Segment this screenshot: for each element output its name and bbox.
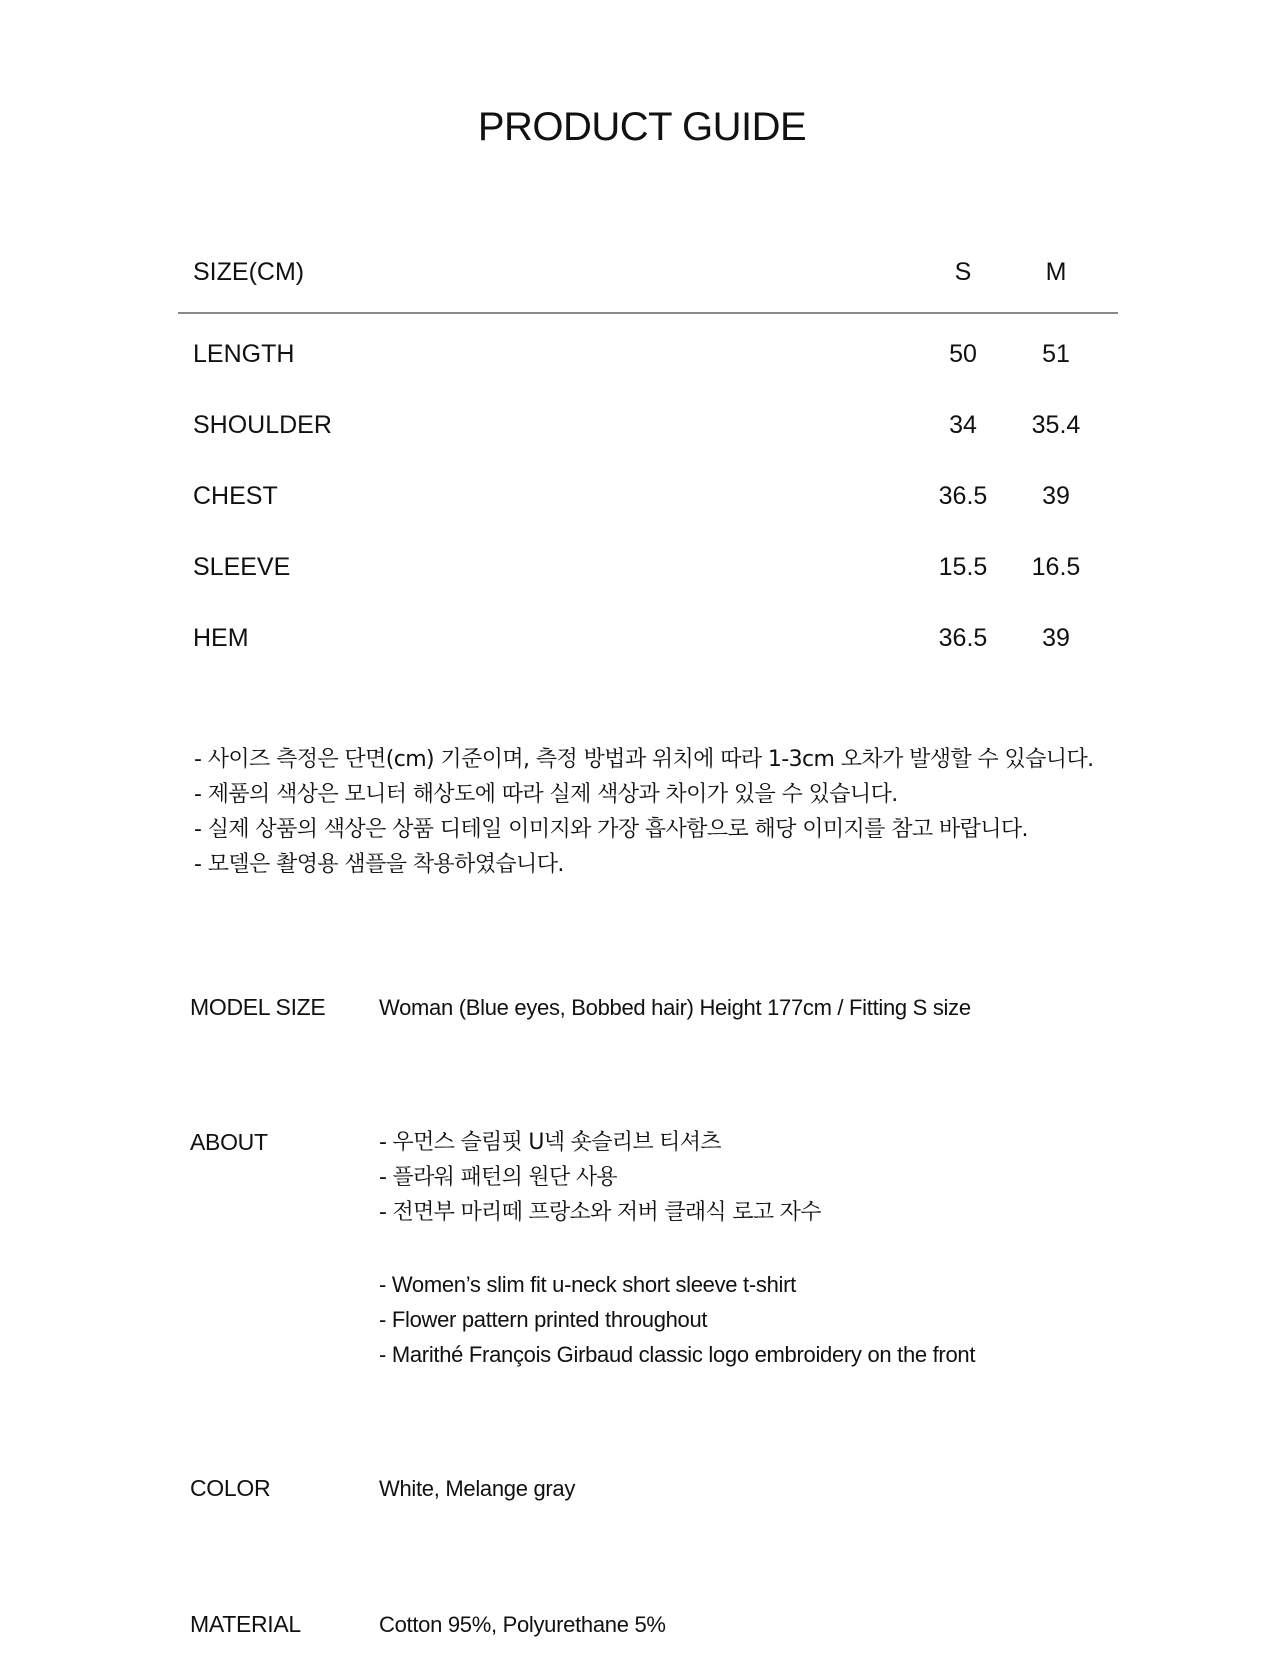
color-label: COLOR xyxy=(190,1475,271,1501)
about-english-line: - Women’s slim fit u-neck short sleeve t-shirt xyxy=(379,1272,796,1297)
measure-label: SHOULDER xyxy=(193,411,332,439)
table-row xyxy=(178,480,1118,551)
model-size-label: MODEL SIZE xyxy=(190,994,326,1020)
table-row xyxy=(178,551,1118,622)
measure-value-s: 34 xyxy=(949,411,977,439)
measure-value-s: 36.5 xyxy=(938,482,988,510)
size-header-s: S xyxy=(954,258,972,286)
size-table-header xyxy=(178,256,1118,314)
color-value: White, Melange gray xyxy=(379,1476,576,1501)
about-english-line: - Marithé François Girbaud classic logo embroidery on the front xyxy=(379,1342,976,1367)
note-line: - 사이즈 측정은 단면(cm) 기준이며, 측정 방법과 위치에 따라 1-3cm 오차가 발생할 수 있습니다. xyxy=(194,747,1094,772)
measure-label: HEM xyxy=(193,624,249,652)
about-value xyxy=(379,1125,975,1372)
about-label: ABOUT xyxy=(190,1129,268,1155)
measure-value-m: 39 xyxy=(1042,624,1070,652)
table-row xyxy=(178,338,1118,409)
page-title: PRODUCT GUIDE xyxy=(477,104,807,149)
measure-label: LENGTH xyxy=(193,340,295,368)
about-korean-line: - 전면부 마리떼 프랑소와 저버 클래식 로고 자수 xyxy=(379,1200,821,1225)
measure-value-s: 15.5 xyxy=(938,553,988,581)
about-english-line: - Flower pattern printed throughout xyxy=(379,1307,708,1332)
size-table xyxy=(178,256,1118,693)
material-value: Cotton 95%, Polyurethane 5% xyxy=(379,1612,666,1637)
measure-value-m: 51 xyxy=(1042,340,1070,368)
about-korean-line: - 플라워 패턴의 원단 사용 xyxy=(379,1165,617,1190)
table-row xyxy=(178,622,1118,693)
measure-label: CHEST xyxy=(193,482,278,510)
about-korean-line: - 우먼스 슬림핏 U넥 숏슬리브 티셔츠 xyxy=(379,1130,721,1155)
size-notes xyxy=(194,742,1094,882)
measure-value-s: 36.5 xyxy=(938,624,988,652)
about-spacer xyxy=(379,1230,975,1267)
size-header-label: SIZE(CM) xyxy=(193,258,305,286)
table-row xyxy=(178,409,1118,480)
note-line: - 모델은 촬영용 샘플을 착용하였습니다. xyxy=(194,852,564,877)
measure-value-s: 50 xyxy=(949,340,977,368)
measure-value-m: 35.4 xyxy=(1031,411,1081,439)
measure-label: SLEEVE xyxy=(193,553,291,581)
measure-value-m: 16.5 xyxy=(1031,553,1081,581)
model-size-value: Woman (Blue eyes, Bobbed hair) Height 177cm / Fitting S size xyxy=(379,995,971,1020)
note-line: - 제품의 색상은 모니터 해상도에 따라 실제 색상과 차이가 있을 수 있습니다. xyxy=(194,782,898,807)
measure-value-m: 39 xyxy=(1042,482,1070,510)
note-line: - 실제 상품의 색상은 상품 디테일 이미지와 가장 흡사함으로 해당 이미지를 참고 바랍니다. xyxy=(194,817,1028,842)
material-label: MATERIAL xyxy=(190,1611,301,1637)
size-header-m: M xyxy=(1045,258,1067,286)
